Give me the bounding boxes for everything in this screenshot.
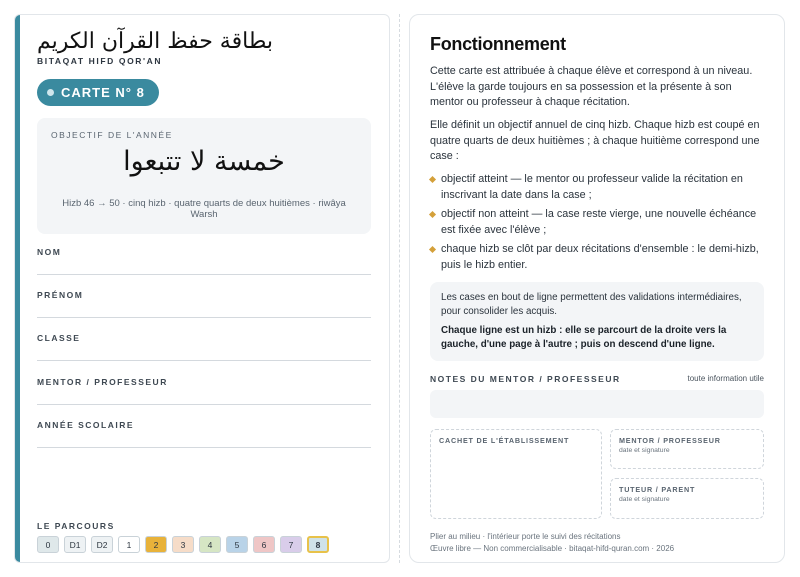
card-number-badge bbox=[37, 79, 159, 106]
field-nom[interactable] bbox=[37, 247, 371, 275]
footer-license: Œuvre libre — Non commercialisable · bitaqat-hifd-quran.com · 2026 bbox=[430, 544, 675, 553]
tutor-signature-label: TUTEUR / PARENT bbox=[619, 485, 696, 494]
parcours-step: 7 bbox=[280, 536, 302, 553]
mentor-notes-label: NOTES DU MENTOR / PROFESSEUR bbox=[430, 374, 621, 384]
field-mentor[interactable] bbox=[37, 377, 371, 405]
tutor-signature-box[interactable] bbox=[610, 478, 764, 519]
mentor-notes-hint: toute information utile bbox=[687, 374, 764, 383]
objective-detail: Hizb 46 → 50 · cinq hizb · quatre quarts de deux huitièmes · riwâya Warsh bbox=[62, 198, 346, 220]
field-classe[interactable] bbox=[37, 333, 371, 361]
field-label: CLASSE bbox=[37, 333, 81, 343]
parcours-step: D1 bbox=[64, 536, 86, 553]
parcours-steps bbox=[37, 536, 329, 553]
card-number-label: CARTE N° 8 bbox=[61, 85, 145, 100]
parcours-step: 6 bbox=[253, 536, 275, 553]
mentor-signature-box[interactable] bbox=[610, 429, 764, 469]
field-label: MENTOR / PROFESSEUR bbox=[37, 377, 168, 387]
field-annee-scolaire[interactable] bbox=[37, 420, 371, 448]
diamond-bullet-icon bbox=[429, 176, 436, 183]
mentor-signature-label: MENTOR / PROFESSEUR bbox=[619, 436, 721, 445]
note-text: Les cases en bout de ligne permettent des validations intermédiaires, pour consolider les acquis. bbox=[441, 292, 742, 317]
stamp-box[interactable] bbox=[430, 429, 602, 519]
stamp-label: CACHET DE L'ÉTABLISSEMENT bbox=[439, 436, 570, 445]
list-item: chaque hizb se clôt par deux récitations d'ensemble : le demi-hizb, puis le hizb entier. bbox=[430, 242, 768, 273]
tutor-signature-sub: date et signature bbox=[619, 496, 670, 503]
diamond-bullet-icon bbox=[429, 246, 436, 253]
parcours-step: 0 bbox=[37, 536, 59, 553]
info-note bbox=[430, 282, 764, 361]
latin-title: BITAQAT HIFD QOR'AN bbox=[37, 56, 163, 66]
parcours-step: 3 bbox=[172, 536, 194, 553]
parcours-label: LE PARCOURS bbox=[37, 521, 115, 531]
parcours-step: 1 bbox=[118, 536, 140, 553]
parcours-step: D2 bbox=[91, 536, 113, 553]
list-item: objectif non atteint — la case reste vierge, une nouvelle échéance est fixée avec l'élève ; bbox=[430, 207, 768, 238]
dot-icon bbox=[47, 89, 54, 96]
diamond-bullet-icon bbox=[429, 211, 436, 218]
field-label: NOM bbox=[37, 247, 62, 257]
intro-paragraph: Cette carte est attribuée à chaque élève et correspond à un niveau. L'élève la garde toujours en sa possession et la présente à son mentor ou professeur à chaque récitation. bbox=[430, 65, 753, 108]
arabic-title: بطاقة حفظ القرآن الكريم bbox=[37, 29, 273, 54]
objective-label: OBJECTIF DE L'ANNÉE bbox=[51, 130, 173, 140]
accent-bar bbox=[15, 15, 20, 562]
objective-paragraph: Elle définit un objectif annuel de cinq hizb. Chaque hizb est coupé en quatre quarts de deux huitièmes ; à chaque huitième correspond une case : bbox=[430, 119, 760, 162]
objective-arabic: خمسة لا تتبعوا bbox=[123, 146, 285, 177]
fold-line bbox=[399, 14, 400, 563]
list-item: objectif atteint — le mentor ou professeur valide la récitation en inscrivant la date dans la case ; bbox=[430, 172, 768, 203]
section-title: Fonctionnement bbox=[430, 34, 566, 54]
card-back-panel bbox=[409, 14, 785, 563]
footer-fold-note: Plier au milieu · l'intérieur porte le suivi des récitations bbox=[430, 532, 621, 541]
field-label: ANNÉE SCOLAIRE bbox=[37, 420, 135, 430]
parcours-step: 5 bbox=[226, 536, 248, 553]
parcours-step: 4 bbox=[199, 536, 221, 553]
parcours-step: 8 bbox=[307, 536, 329, 553]
mentor-signature-sub: date et signature bbox=[619, 447, 670, 454]
field-prenom[interactable] bbox=[37, 290, 371, 318]
mentor-notes-field[interactable] bbox=[430, 390, 764, 418]
card-front-panel bbox=[14, 14, 390, 563]
note-strong-text: Chaque ligne est un hizb : elle se parcourt de la droite vers la gauche, d'une page à l'autre ; puis on descend d'une ligne. bbox=[441, 325, 727, 350]
parcours-step: 2 bbox=[145, 536, 167, 553]
rules-list bbox=[430, 172, 768, 277]
field-label: PRÉNOM bbox=[37, 290, 84, 300]
objective-box bbox=[37, 118, 371, 234]
